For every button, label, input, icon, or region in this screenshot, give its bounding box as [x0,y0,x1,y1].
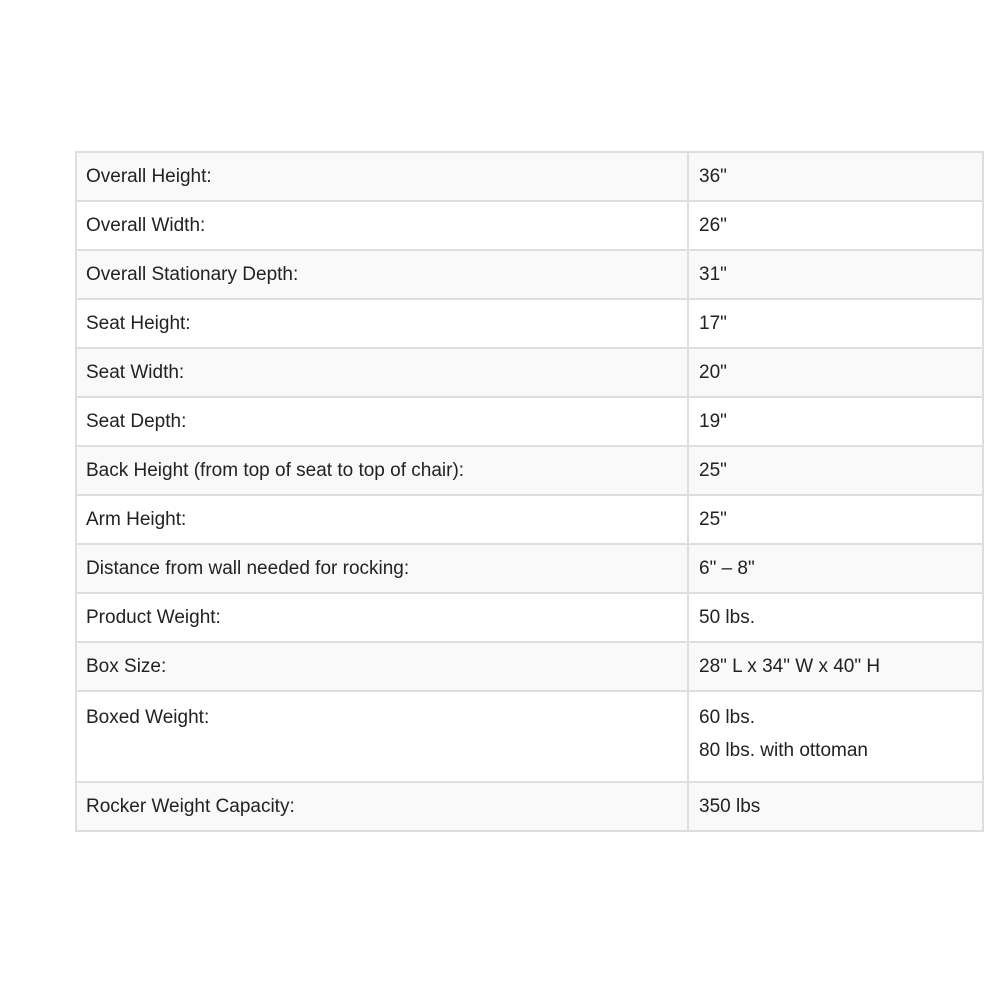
table-row [76,397,983,446]
spec-value-text: 17" [699,313,727,334]
spec-value-text: 19" [699,411,727,432]
table-row [76,691,983,782]
spec-value-text: 31" [699,264,727,285]
table-row [76,152,983,201]
spec-value-arm-height [688,495,983,544]
spec-value-text: 25" [699,460,727,481]
spec-value-rocking-distance [688,544,983,593]
spec-label-seat-width: Seat Width: [76,348,688,397]
spec-label-overall-stationary-depth: Overall Stationary Depth: [76,250,688,299]
table-row [76,201,983,250]
table-row [76,544,983,593]
spec-value-text: 28" L x 34" W x 40" H [699,656,881,677]
spec-value-text: 6" – 8" [699,558,755,579]
spec-label-overall-width: Overall Width: [76,201,688,250]
spec-value-overall-height [688,152,983,201]
spec-label-weight-capacity: Rocker Weight Capacity: [76,782,688,831]
spec-value-text: 350 lbs [699,796,761,817]
spec-value-text: 25" [699,509,727,530]
table-row [76,782,983,831]
spec-value-text: 26" [699,215,727,236]
spec-label-product-weight: Product Weight: [76,593,688,642]
spec-value-text: 20" [699,362,727,383]
spec-value-seat-depth [688,397,983,446]
spec-label-box-size: Box Size: [76,642,688,691]
spec-value-text: 60 lbs. [699,707,755,728]
spec-label-arm-height: Arm Height: [76,495,688,544]
table-row [76,250,983,299]
spec-label-back-height: Back Height (from top of seat to top of chair): [76,446,688,495]
spec-label-seat-height: Seat Height: [76,299,688,348]
spec-value-overall-width [688,201,983,250]
table-row [76,642,983,691]
spec-value-back-height [688,446,983,495]
spec-value-boxed-weight [688,691,983,782]
table-row [76,299,983,348]
spec-value-seat-height [688,299,983,348]
spec-value-text: 36" [699,166,727,187]
table-row [76,446,983,495]
table-row [76,348,983,397]
table-row [76,593,983,642]
spec-value-overall-stationary-depth [688,250,983,299]
spec-label-overall-height: Overall Height: [76,152,688,201]
table-row [76,495,983,544]
specifications-table [75,151,984,832]
spec-value-weight-capacity [688,782,983,831]
spec-label-seat-depth: Seat Depth: [76,397,688,446]
spec-value-seat-width [688,348,983,397]
specifications-table-body [76,152,983,831]
spec-value-product-weight [688,593,983,642]
spec-value-text: 50 lbs. [699,607,755,628]
spec-value-box-size [688,642,983,691]
spec-label-rocking-distance: Distance from wall needed for rocking: [76,544,688,593]
spec-label-boxed-weight: Boxed Weight: [76,691,688,782]
spec-value-text-secondary: 80 lbs. with ottoman [699,740,868,761]
